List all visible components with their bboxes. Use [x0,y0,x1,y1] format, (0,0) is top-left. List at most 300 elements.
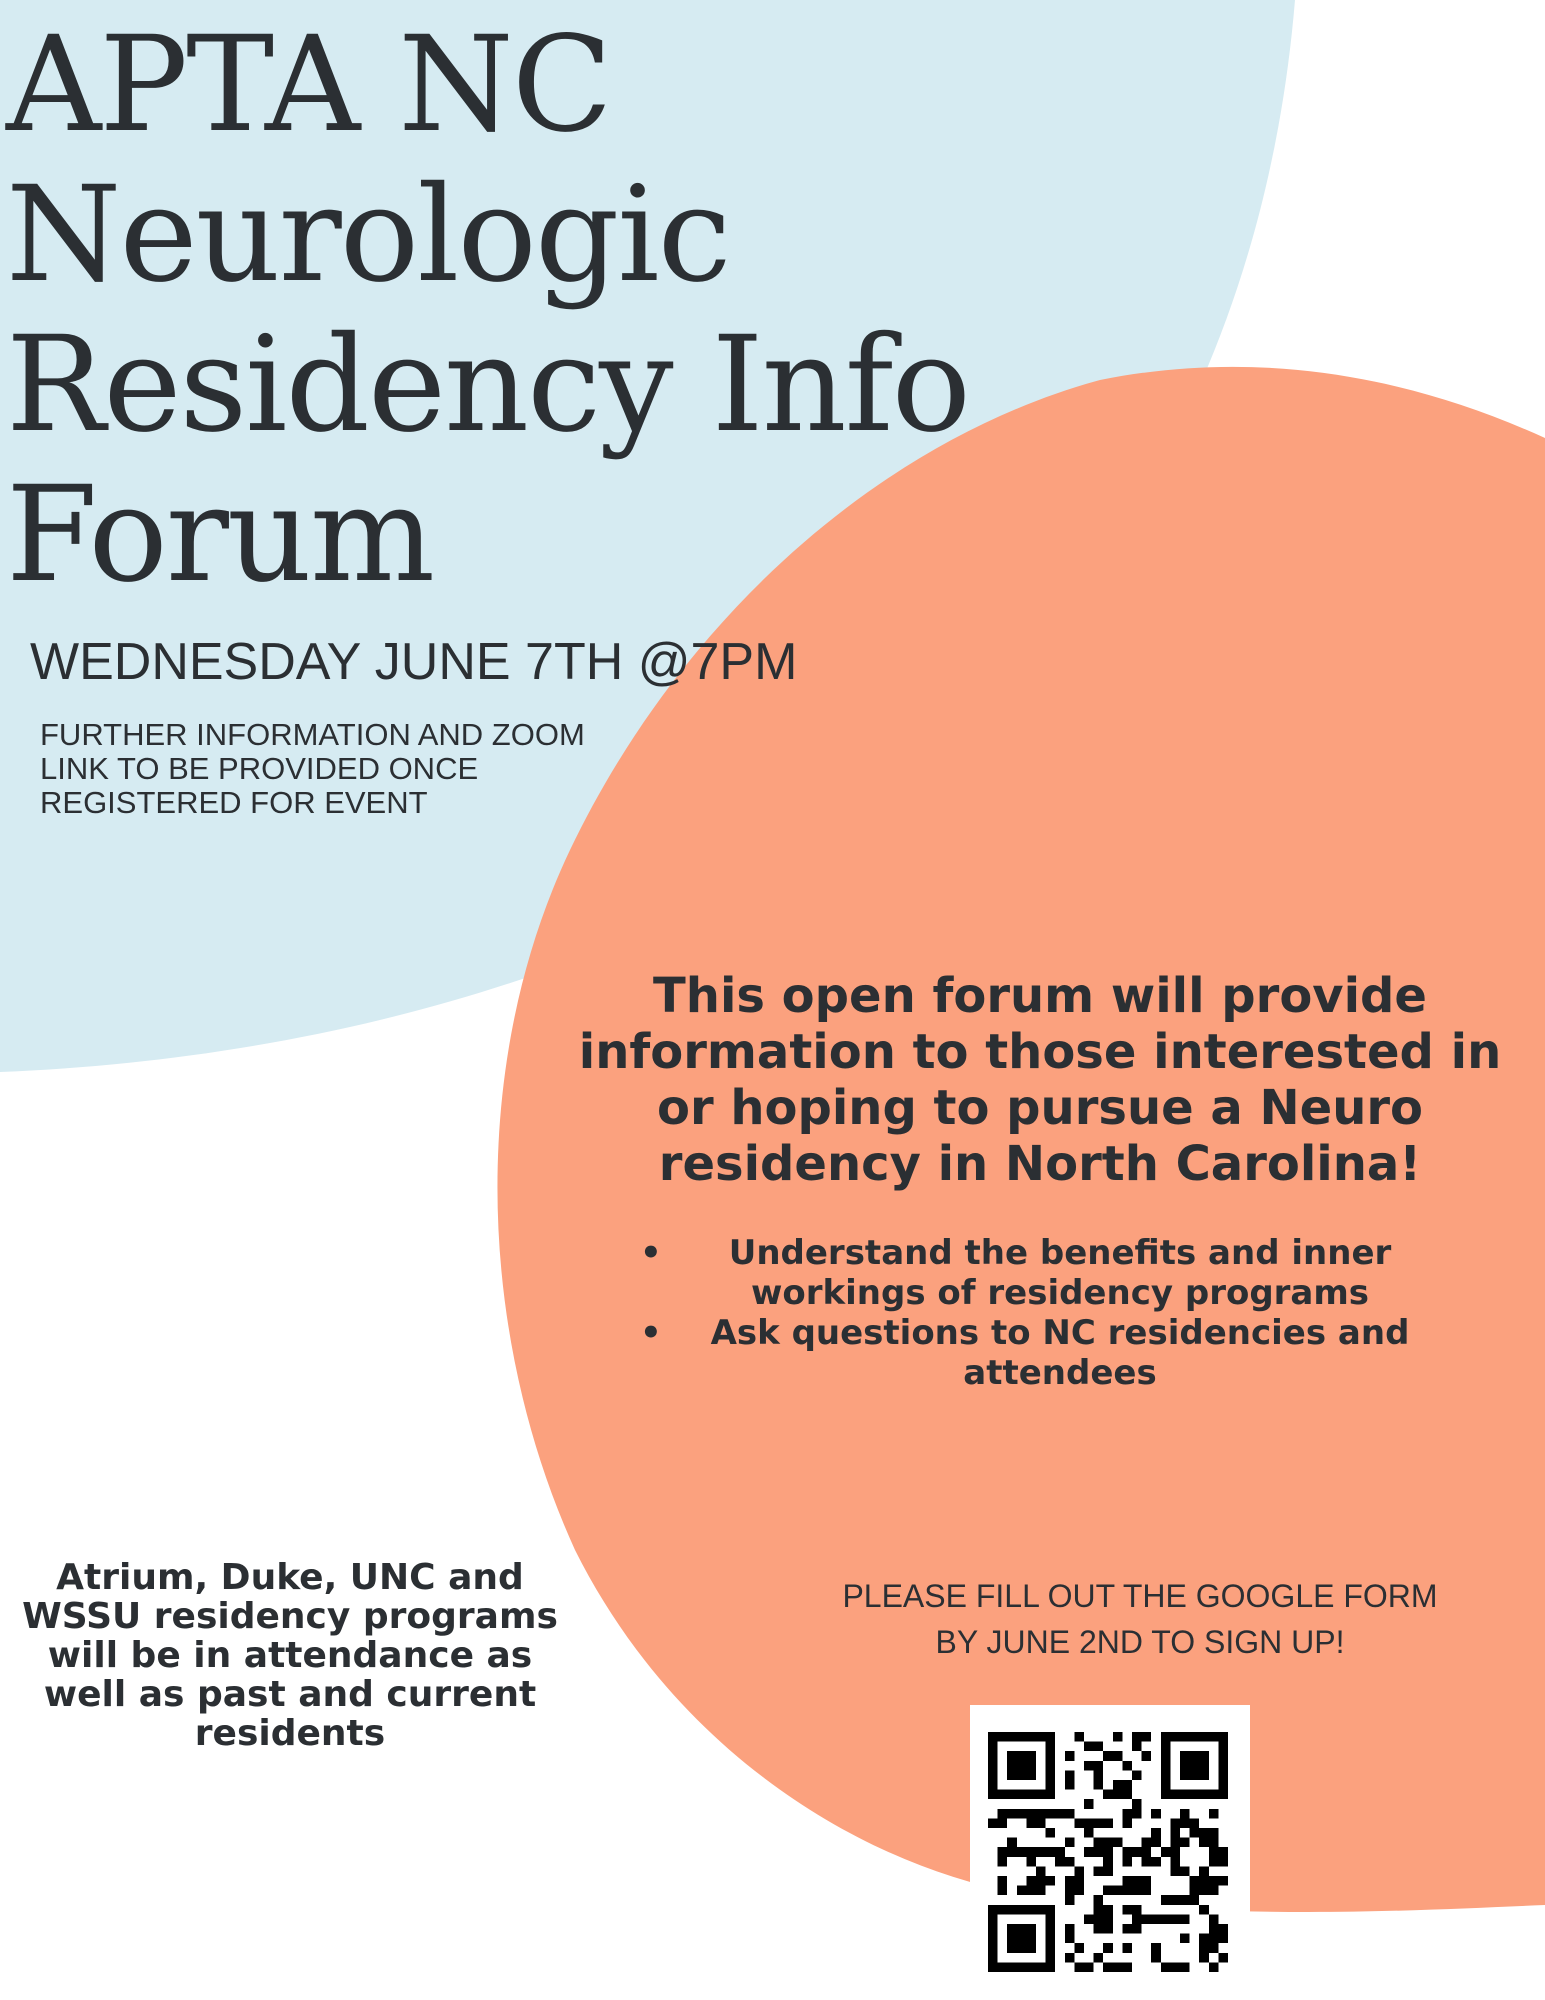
qr-module [1007,1934,1017,1944]
qr-module [1026,1809,1036,1819]
qr-module [1180,1838,1190,1848]
qr-module [1007,1924,1017,1934]
qr-module [1055,1847,1065,1857]
qr-module [1094,1761,1104,1771]
qr-module [1017,1809,1027,1819]
qr-module [1103,1924,1113,1934]
qr-module [988,1924,998,1934]
qr-module [998,1857,1008,1867]
list-item-line: attendees [963,1353,1157,1393]
qr-module [1180,1818,1190,1828]
qr-module [1122,1818,1132,1828]
qr-module [988,1742,998,1752]
qr-module [1017,1962,1027,1972]
qr-module [1218,1934,1228,1944]
qr-module [988,1761,998,1771]
qr-module [1209,1962,1219,1972]
list-item [640,1233,1440,1313]
qr-module [1161,1914,1171,1924]
qr-module [1065,1780,1075,1790]
qr-module [1132,1924,1142,1934]
qr-module [1084,1818,1094,1828]
qr-module [1074,1943,1084,1953]
qr-module [1094,1780,1104,1790]
qr-module [1046,1934,1056,1944]
qr-module [998,1809,1008,1819]
qr-module [1209,1934,1219,1944]
qr-module [1122,1847,1132,1857]
qr-module [1103,1751,1113,1761]
page-title [6,10,969,610]
qr-module [1017,1905,1027,1915]
qr-module [1151,1828,1161,1838]
qr-module [1190,1770,1200,1780]
qr-module [1007,1770,1017,1780]
qr-module [1218,1780,1228,1790]
qr-module [1017,1732,1027,1742]
qr-module [1046,1790,1056,1800]
qr-module [1132,1847,1142,1857]
qr-module [1084,1828,1094,1838]
qr-module [1218,1742,1228,1752]
qr-module [1190,1828,1200,1838]
qr-module [1161,1751,1171,1761]
signup-line: BY JUNE 2ND TO SIGN UP! [935,1624,1345,1660]
qr-code-icon[interactable] [988,1727,1228,1977]
qr-module [988,1790,998,1800]
qr-module [1065,1809,1075,1819]
qr-module [1046,1962,1056,1972]
qr-module [1161,1732,1171,1742]
qr-module [1036,1818,1046,1828]
qr-module [1094,1924,1104,1934]
qr-module [1036,1732,1046,1742]
qr-module [1122,1790,1132,1800]
qr-module [988,1780,998,1790]
qr-module [1084,1914,1094,1924]
qr-module [1036,1962,1046,1972]
qr-module [1103,1838,1113,1848]
qr-module [1209,1790,1219,1800]
qr-module [988,1770,998,1780]
qr-module [1094,1905,1104,1915]
qr-module [1180,1770,1190,1780]
qr-module [1199,1866,1209,1876]
qr-module [1151,1838,1161,1848]
qr-module [1074,1876,1084,1886]
qr-module [1199,1934,1209,1944]
qr-module [1055,1857,1065,1867]
qr-module [1017,1943,1027,1953]
qr-module [1180,1732,1190,1742]
qr-module [1036,1809,1046,1819]
qr-module [988,1943,998,1953]
qr-module [1007,1943,1017,1953]
qr-module [1026,1732,1036,1742]
qr-module [1046,1905,1056,1915]
qr-module [1209,1847,1219,1857]
qr-module [1180,1790,1190,1800]
qr-module [1046,1847,1056,1857]
qr-module [1199,1790,1209,1800]
qr-module [1170,1847,1180,1857]
qr-module [1190,1790,1200,1800]
qr-module [1132,1799,1142,1809]
qr-module [1017,1751,1027,1761]
further-info-text [40,718,585,820]
qr-module [988,1914,998,1924]
qr-module [1065,1953,1075,1963]
qr-module [1122,1809,1132,1819]
qr-module [1094,1953,1104,1963]
description-line: residency in North Carolina! [658,1136,1422,1192]
qr-module [1180,1866,1190,1876]
qr-module [1094,1847,1104,1857]
qr-module [1209,1914,1219,1924]
qr-module [1180,1809,1190,1819]
description-line: information to those interested in [578,1024,1502,1080]
qr-module [1007,1962,1017,1972]
qr-module [1046,1770,1056,1780]
qr-module [998,1905,1008,1915]
qr-module [1122,1780,1132,1790]
qr-module [1142,1751,1152,1761]
qr-module [1026,1847,1036,1857]
qr-module [1065,1895,1075,1905]
qr-module [998,1886,1008,1896]
qr-module [1055,1809,1065,1819]
qr-module [1026,1770,1036,1780]
qr-module [1017,1761,1027,1771]
qr-module [1209,1857,1219,1867]
qr-module [1036,1886,1046,1896]
qr-module [1218,1857,1228,1867]
qr-module [1218,1924,1228,1934]
qr-module [1036,1847,1046,1857]
qr-module [1065,1770,1075,1780]
qr-module [1084,1847,1094,1857]
qr-module [1199,1828,1209,1838]
qr-module [1199,1838,1209,1848]
qr-module [1007,1790,1017,1800]
qr-module [1122,1924,1132,1934]
qr-module [1113,1751,1123,1761]
qr-module [1046,1761,1056,1771]
qr-module [1190,1751,1200,1761]
qr-module [1209,1876,1219,1886]
qr-module [1142,1732,1152,1742]
list-item-line: workings of residency programs [750,1273,1370,1313]
qr-module [1094,1818,1104,1828]
qr-module [1132,1886,1142,1896]
qr-module [1142,1847,1152,1857]
qr-module [1218,1790,1228,1800]
qr-module [1046,1924,1056,1934]
qr-module [1026,1818,1036,1828]
qr-module [1094,1742,1104,1752]
qr-module [1026,1761,1036,1771]
qr-module [1209,1838,1219,1848]
qr-module [1094,1838,1104,1848]
title-line: Neurologic [6,158,730,312]
qr-module [1170,1895,1180,1905]
qr-module [1151,1943,1161,1953]
qr-module [1190,1761,1200,1771]
qr-module [1094,1914,1104,1924]
qr-module [1017,1886,1027,1896]
qr-module [1190,1818,1200,1828]
attendance-line: residents [194,1713,386,1754]
qr-module [1142,1876,1152,1886]
qr-module [1170,1838,1180,1848]
list-item-text [680,1313,1440,1393]
qr-module [1036,1905,1046,1915]
qr-module [1122,1943,1132,1953]
qr-module [1199,1751,1209,1761]
further-info-line: REGISTERED FOR EVENT [40,785,428,820]
qr-module [1132,1732,1142,1742]
qr-module [1180,1934,1190,1944]
qr-module [1007,1905,1017,1915]
qr-module [1103,1857,1113,1867]
qr-module [1142,1838,1152,1848]
qr-module [1209,1943,1219,1953]
qr-module [1180,1751,1190,1761]
qr-module [1161,1790,1171,1800]
qr-module [1218,1876,1228,1886]
qr-module [1170,1790,1180,1800]
qr-module [1046,1828,1056,1838]
qr-module [1046,1943,1056,1953]
qr-module [1074,1818,1084,1828]
qr-module [1199,1886,1209,1896]
qr-module [1103,1905,1113,1915]
qr-module [1046,1780,1056,1790]
qr-module [1113,1780,1123,1790]
qr-module [1074,1732,1084,1742]
forum-description [540,968,1540,1192]
qr-module [998,1847,1008,1857]
qr-module [1122,1886,1132,1896]
qr-module [1046,1953,1056,1963]
qr-module [1218,1847,1228,1857]
qr-module [1103,1866,1113,1876]
qr-module [1170,1828,1180,1838]
qr-module [1161,1780,1171,1790]
qr-module [1046,1751,1056,1761]
qr-module [1084,1962,1094,1972]
qr-module [1007,1809,1017,1819]
qr-module [1074,1886,1084,1896]
qr-module [1170,1962,1180,1972]
qr-module [1161,1847,1171,1857]
qr-module [1026,1924,1036,1934]
qr-module [1161,1770,1171,1780]
title-line: APTA NC [6,8,611,162]
bullet-icon: • [640,1233,662,1273]
qr-module [1046,1876,1056,1886]
qr-module [1046,1742,1056,1752]
qr-module [1151,1857,1161,1867]
qr-module [1132,1914,1142,1924]
qr-module [1199,1876,1209,1886]
qr-module [1132,1905,1142,1915]
qr-module [1170,1866,1180,1876]
signup-instructions [780,1573,1500,1665]
qr-module [1180,1895,1190,1905]
qr-module [1161,1742,1171,1752]
qr-module [988,1818,998,1828]
qr-module [1209,1828,1219,1838]
qr-module [1161,1895,1171,1905]
qr-module [1122,1962,1132,1972]
qr-module [1017,1934,1027,1944]
qr-module [1151,1914,1161,1924]
attendance-line: Atrium, Duke, UNC and [56,1557,524,1598]
list-item-line: Understand the benefits and inner [728,1233,1392,1273]
qr-module [1170,1732,1180,1742]
qr-module [1113,1838,1123,1848]
bullet-icon: • [640,1313,662,1353]
description-line: This open forum will provide [653,968,1427,1024]
list-item-line: Ask questions to NC residencies and [710,1313,1410,1353]
qr-module [1113,1732,1123,1742]
qr-module [1017,1770,1027,1780]
qr-module [1122,1761,1132,1771]
qr-module [1132,1809,1142,1819]
qr-module [1046,1809,1056,1819]
qr-module [988,1751,998,1761]
qr-module [1007,1847,1017,1857]
qr-module [1180,1962,1190,1972]
qr-module [1180,1914,1190,1924]
qr-module [1122,1876,1132,1886]
qr-module [1065,1886,1075,1896]
qr-module [1065,1751,1075,1761]
qr-module [1199,1905,1209,1915]
qr-module [998,1818,1008,1828]
qr-module [988,1732,998,1742]
qr-module [1170,1914,1180,1924]
qr-module [1218,1770,1228,1780]
qr-module [1084,1799,1094,1809]
qr-module [998,1876,1008,1886]
qr-module [1209,1886,1219,1896]
qr-module [1026,1876,1036,1886]
qr-module [1142,1857,1152,1867]
qr-module [988,1962,998,1972]
qr-module [988,1934,998,1944]
qr-code-panel[interactable] [970,1705,1250,2000]
qr-module [1007,1838,1017,1848]
attendance-line: will be in attendance as [47,1635,533,1676]
list-item [640,1313,1440,1393]
qr-module [998,1962,1008,1972]
qr-module [1209,1924,1219,1934]
qr-module [1103,1847,1113,1857]
signup-line: PLEASE FILL OUT THE GOOGLE FORM [842,1578,1438,1614]
qr-module [1190,1732,1200,1742]
further-info-line: LINK TO BE PROVIDED ONCE [40,751,479,786]
attendance-line: WSSU residency programs [22,1596,558,1637]
qr-module [1094,1866,1104,1876]
qr-module [1113,1790,1123,1800]
qr-module [1161,1962,1171,1972]
qr-module [1103,1886,1113,1896]
qr-module [1084,1742,1094,1752]
qr-module [1026,1857,1036,1867]
qr-module [1046,1914,1056,1924]
qr-module [1142,1914,1152,1924]
event-date-time: WEDNESDAY JUNE 7TH @7PM [30,633,798,691]
qr-module [1199,1761,1209,1771]
qr-module [1199,1732,1209,1742]
qr-module [1007,1761,1017,1771]
qr-module [1017,1790,1027,1800]
qr-module [1170,1818,1180,1828]
qr-module [1084,1761,1094,1771]
title-line: Residency Info [6,308,970,462]
qr-module [1103,1790,1113,1800]
qr-module [1103,1962,1113,1972]
qr-module [1026,1943,1036,1953]
qr-module [1017,1847,1027,1857]
qr-module [1218,1761,1228,1771]
qr-module [1036,1790,1046,1800]
qr-module [1199,1943,1209,1953]
qr-module [1199,1770,1209,1780]
qr-module [1103,1943,1113,1953]
qr-module [1161,1761,1171,1771]
qr-module [1190,1895,1200,1905]
attendance-note [0,1558,580,1753]
qr-module [1209,1809,1219,1819]
attendance-line: well as past and current [43,1674,537,1715]
qr-module [1007,1751,1017,1761]
qr-module [1170,1857,1180,1867]
qr-module [1132,1742,1142,1752]
qr-module [998,1732,1008,1742]
qr-module [1094,1895,1104,1905]
qr-module [1218,1953,1228,1963]
qr-module [988,1905,998,1915]
qr-module [1017,1924,1027,1934]
qr-module [1065,1876,1075,1886]
description-line: or hoping to pursue a Neuro [656,1080,1424,1136]
qr-module [1065,1934,1075,1944]
qr-module [1199,1953,1209,1963]
qr-module [1218,1732,1228,1742]
qr-module [1065,1924,1075,1934]
qr-module [1151,1953,1161,1963]
qr-module [1074,1962,1084,1972]
qr-module [1190,1886,1200,1896]
qr-module [1065,1857,1075,1867]
qr-module [1142,1886,1152,1896]
qr-module [1007,1732,1017,1742]
qr-module [1026,1886,1036,1896]
qr-module [1122,1905,1132,1915]
qr-module [1151,1809,1161,1819]
qr-module [998,1790,1008,1800]
qr-module [1113,1886,1123,1896]
qr-module [988,1953,998,1963]
qr-module [1103,1818,1113,1828]
qr-module [1026,1751,1036,1761]
qr-module [1036,1876,1046,1886]
qr-module [1065,1838,1075,1848]
qr-module [1209,1732,1219,1742]
